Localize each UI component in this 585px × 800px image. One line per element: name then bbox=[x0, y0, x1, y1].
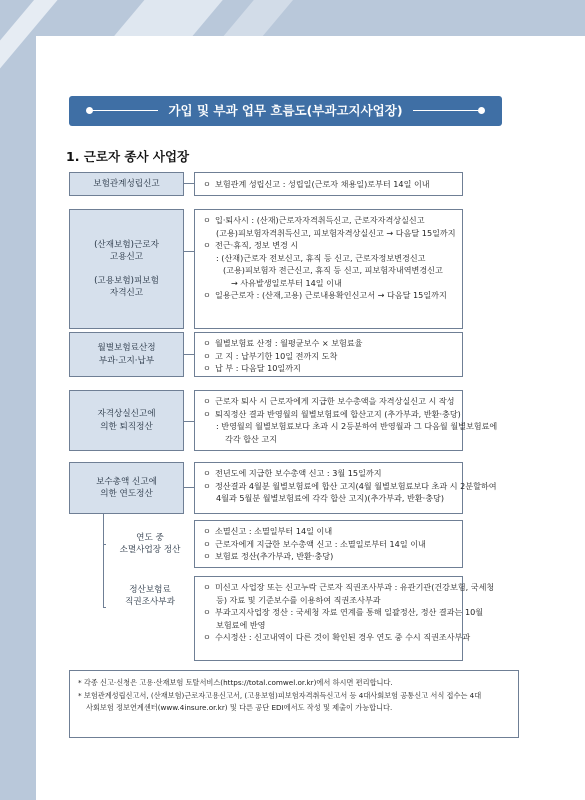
label-ex-officio-survey bbox=[106, 576, 194, 616]
line-text: 4월과 5월분 월별보험료에 각각 합산 고지)(추가부과, 반환·충당) bbox=[216, 493, 445, 504]
line-text: 입·퇴사시 : (산재)근로자자격취득신고, 근로자자격상실신고 bbox=[215, 215, 425, 225]
connector-5 bbox=[184, 487, 194, 488]
document-page bbox=[36, 36, 585, 800]
bullet: ㅇ bbox=[203, 290, 211, 301]
label-line: 연도 중 bbox=[136, 532, 164, 543]
bullet: ㅇ bbox=[203, 338, 211, 348]
line-text: 등) 자료 및 기준보수를 이용하여 직권조사부과 bbox=[216, 594, 381, 605]
label-line: 월별보험료산정 bbox=[97, 343, 156, 354]
line-text: 보험료 정산(추가부과, 반환·충당) bbox=[215, 551, 334, 562]
label-line: 보험관계성립신고 bbox=[93, 178, 160, 189]
line-text: 보험관계 성립신고 : 성립일(근로자 채용일)로부터 14일 이내 bbox=[215, 179, 430, 189]
label-monthly-premium bbox=[69, 332, 184, 377]
bullet: ㅇ bbox=[203, 408, 211, 419]
line-text: 납 부 : 다음달 10일까지 bbox=[215, 363, 301, 374]
branch-vertical bbox=[103, 514, 104, 608]
line-text: 미신고 사업장 또는 신고누락 근로자 직권조사부과 : 유관기관(건강보험, 국세청 bbox=[215, 582, 495, 592]
connector-4 bbox=[184, 421, 194, 422]
label-annual-settlement bbox=[69, 462, 184, 514]
label-closed-workplace bbox=[106, 520, 194, 568]
box-ex-officio-survey bbox=[194, 576, 495, 661]
label-insurance-establishment bbox=[69, 172, 184, 196]
label-line: (고용보험)피보험 bbox=[94, 275, 159, 286]
line-text: 퇴직정산 결과 반영월의 월별보험료에 합산고지 (추가부과, 반환·충당) bbox=[215, 408, 461, 419]
bullet: ㅇ bbox=[203, 363, 211, 374]
notes-box bbox=[69, 670, 519, 738]
bullet: ㅇ bbox=[203, 480, 211, 491]
connector-1 bbox=[184, 183, 194, 184]
line-text: 부과고지사업장 정산 : 국세청 자료 연계를 통해 일괄정산, 정산 결과는 10월 bbox=[215, 607, 484, 618]
note-line: * 각종 신고·신청은 고용·산재보험 토탈서비스(https://total.comwel.or.kr)에서 하시면 편리합니다. bbox=[78, 678, 393, 687]
line-text: 근로자 퇴사 시 근로자에게 지급한 보수총액을 자격상실신고 시 작성 bbox=[215, 396, 455, 406]
line-text: 소멸신고 : 소멸일부터 14일 이내 bbox=[215, 526, 333, 536]
bullet: ㅇ bbox=[203, 538, 211, 549]
line-text: (고용)피보험자 전근신고, 휴직 등 신고, 피보험자내역변경신고 bbox=[223, 265, 443, 276]
connector-3 bbox=[184, 354, 194, 355]
line-text: 월별보험료 산정 : 월평균보수 × 보험료율 bbox=[215, 338, 363, 348]
line-text: : 반영월의 월별보험료보다 초과 시 2등분하여 반영월과 그 다음월 월별보험료에 bbox=[216, 421, 498, 432]
line-text: 전근·휴직, 정보 변경 시 bbox=[215, 240, 299, 251]
line-text: 정산결과 4월분 월별보험료에 합산 고지(4월 월별보험료보다 초과 시 2분할하여 bbox=[215, 480, 497, 491]
connector-2 bbox=[184, 251, 194, 252]
label-line: 의한 연도정산 bbox=[100, 489, 153, 499]
line-text: 전년도에 지급한 보수총액 신고 : 3월 15일까지 bbox=[215, 468, 382, 478]
label-line: 자격신고 bbox=[109, 287, 144, 298]
section-title: 1. 근로자 종사 사업장 bbox=[66, 149, 190, 164]
label-line: (산재보험)근로자 bbox=[94, 239, 159, 250]
bullet: ㅇ bbox=[203, 468, 211, 478]
note-line: 사회보험 정보연계센터(www.4insure.or.kr) 및 다른 공단 EDI에서도 작성 및 제출이 가능합니다. bbox=[86, 703, 393, 713]
line-text: 고 지 : 납부기한 10일 전까지 도착 bbox=[215, 350, 338, 361]
line-text: 일용근로자 : (산재,고용) 근로내용확인신고서 → 다음달 15일까지 bbox=[215, 290, 447, 301]
line-text: 각각 합산 고지 bbox=[225, 433, 278, 444]
bullet: ㅇ bbox=[203, 179, 211, 189]
label-line: 정산보험료 bbox=[129, 584, 171, 595]
bullet: ㅇ bbox=[203, 582, 211, 592]
bullet: ㅇ bbox=[203, 526, 211, 536]
line-text: : (산재)근로자 전보신고, 휴직 등 신고, 근로자정보변경신고 bbox=[216, 252, 426, 263]
box-insurance-establishment bbox=[194, 172, 463, 196]
box-annual-settlement bbox=[194, 462, 497, 514]
banner-title: 가입 및 부과 업무 흐름도(부과고지사업장) bbox=[158, 103, 412, 118]
line-text: 보험료에 반영 bbox=[216, 619, 266, 630]
label-line: 직권조사부과 bbox=[125, 597, 175, 607]
bullet: ㅇ bbox=[203, 350, 211, 361]
label-employment-report bbox=[69, 209, 184, 329]
label-line: 부과·고지·납부 bbox=[98, 355, 155, 366]
label-line: 소멸사업장 정산 bbox=[119, 545, 181, 555]
label-line: 자격상실신고에 bbox=[97, 409, 156, 420]
bullet: ㅇ bbox=[203, 240, 211, 251]
bullet: ㅇ bbox=[203, 396, 211, 406]
bullet: ㅇ bbox=[203, 607, 211, 618]
bullet: ㅇ bbox=[203, 551, 211, 562]
note-line: * 보험관계성립신고서, (산재보험)근로자고용신고서, (고용보험)피보험자격취득신고서 등 4대사회보험 공통신고 서식 접수는 4대 bbox=[78, 690, 482, 700]
label-line: 고용신고 bbox=[109, 252, 144, 263]
label-line: 의한 퇴직정산 bbox=[100, 421, 153, 432]
box-retirement-settlement bbox=[194, 390, 498, 451]
label-line: 보수총액 신고에 bbox=[96, 476, 157, 487]
box-employment-report bbox=[194, 209, 463, 329]
line-text: 수시정산 : 신고내역이 다른 것이 확인된 경우 연도 중 수시 직권조사부과 bbox=[215, 632, 471, 643]
line-text: (고용)피보험자격취득신고, 피보험자격상실신고 → 다음달 15일까지 bbox=[216, 227, 456, 238]
bullet: ㅇ bbox=[203, 215, 211, 225]
title-banner bbox=[69, 96, 502, 126]
line-text: → 사유발생일로부터 14일 이내 bbox=[231, 277, 342, 288]
box-closed-workplace bbox=[194, 520, 463, 568]
label-retirement-settlement bbox=[69, 390, 184, 451]
bullet: ㅇ bbox=[203, 632, 211, 643]
line-text: 근로자에게 지급한 보수총액 신고 : 소멸일로부터 14일 이내 bbox=[215, 538, 426, 549]
box-monthly-premium bbox=[194, 332, 463, 377]
